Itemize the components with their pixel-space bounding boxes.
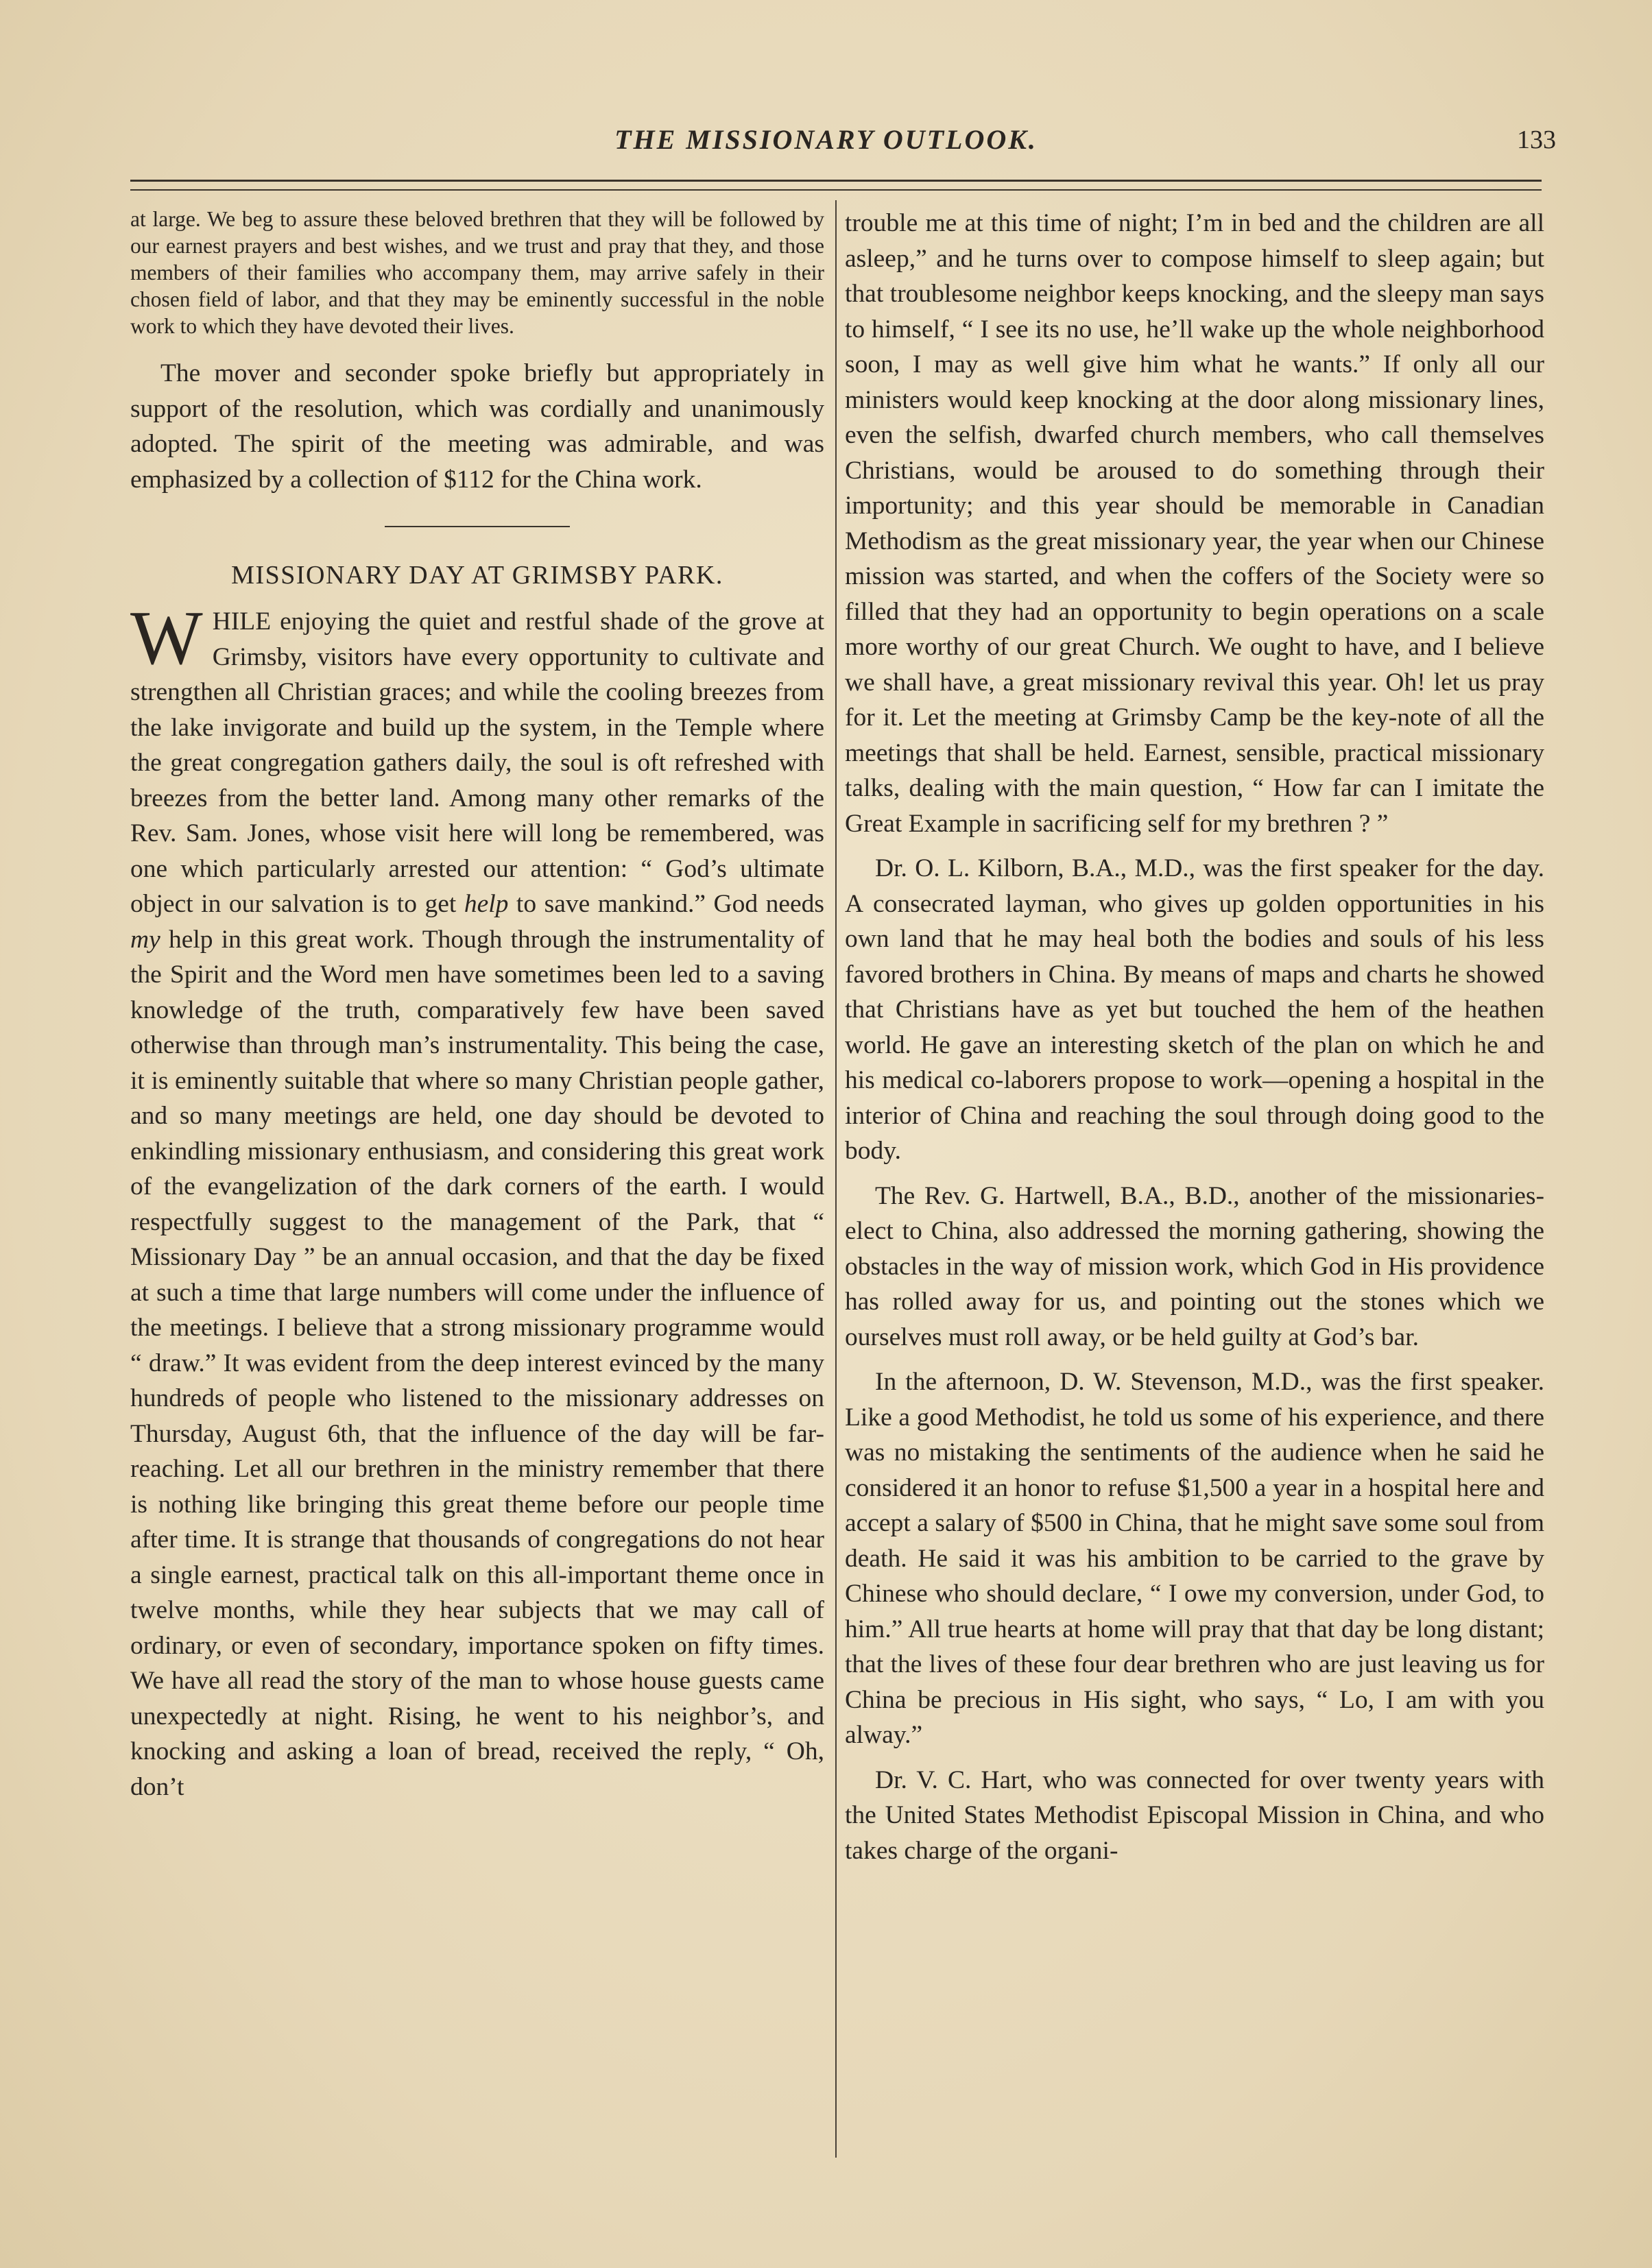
page-number: 133 — [1517, 125, 1556, 154]
emphasis-my: my — [130, 925, 160, 954]
left-column — [130, 206, 824, 1805]
paragraph-continuation: trouble me at this time of night; I’m in bed and the children are all asleep,” and he turns over to compose himself to sleep again; but that troublesome neighbor keeps knocking, and the sleepy man says to himself, “ I see its no use, he’ll wake up the whole neighborhood soon, I may as well give him what he wants.” If only all our ministers would keep knocking at the door along missionary lines, even the selfish, dwarfed church members, who call themselves Christians, would be aroused to do something through their importunity; and this year should be memorable in Canadian Methodism as the great missionary year, the year when our Chinese mission was started, and when the coffers of the Society were so filled that they had an opportunity to begin operations on a scale more worthy of our great Church. We ought to have, and I believe we shall have, a great missionary revival this year. Oh! let us pray for it. Let the meeting at Grimsby Camp be the key-note of all the meetings that shall be held. Earnest, sensible, practical missionary talks, dealing with the main question, “ How far can I imitate the Great Example in sacrificing self for my brethren ? ” — [845, 209, 1544, 838]
right-column — [845, 206, 1544, 1868]
article-text-part-b: to save mankind.” God needs — [508, 890, 825, 918]
emphasis-help: help — [464, 890, 509, 918]
article-text-part-c: help in this great work. Though through the instrumentality of the Spirit and the Word men have sometimes been led to a saving knowledge of the truth, comparatively few have been saved otherwise than through man’s instrumentality. This being the case, it is eminently suitable that where so many Christian people gather, and so many meetings are held, one day should be devoted to enkindling missionary enthusiasm, and considering this great work of the evangelization of the dark corners of the earth. I would respectfully suggest to the management of the Park, that “ Missionary Day ” be an annual occasion, and that the day be fixed at such a time that large numbers will come under the influence of the meetings. I believe that a strong missionary programme would “ draw.” It was evident from the deep interest evinced by the many hundreds of people who listened to the missionary addresses on Thursday, August 6th, that the influence of the day will be far-reaching. Let all our brethren in the ministry remember that there is nothing like bringing this great theme before our people time after time. It is strange that thousands of congregations do not hear a single earnest, practical talk on this all-important theme once in twelve months, while they hear subjects that we may call of ordinary, or even of secondary, importance spoken on fifty times. We have all read the story of the man to whose house guests came unexpectedly at night. Rising, he went to his neighbor’s, and knocking and asking a loan of bread, received the reply, “ Oh, don’t — [130, 925, 824, 1801]
drop-cap-initial: W — [130, 596, 203, 681]
section-divider — [385, 526, 570, 527]
column-divider — [835, 200, 837, 2158]
paragraph-stevenson: In the afternoon, D. W. Stevenson, M.D., was the first speaker. Like a good Methodist, he told us some of his experience, and there was no mistaking the sentiments of the audience when he said he considered it an honor to refuse $1,500 a year in a hospital here and accept a salary of $500 in China, that he might save some soul from death. He said it was his ambition to be carried to the grave by Chinese who should declare, “ I owe my conversion, under God, to him.” All true hearts at home will pray that that day be long distant; that the lives of these four dear brethren who are just leaving us for China be precious in His sight, who says, “ Lo, I am with you alway.” — [845, 1368, 1544, 1749]
section-heading: MISSIONARY DAY AT GRIMSBY PARK. — [231, 561, 723, 590]
resolution-text: at large. We beg to assure these beloved brethren that they will be followed by our earnest prayers and best wishes, and we trust and pray that they, and those members of their families who accompany them, may arrive safely in their chosen field of labor, and that they may be eminently successful in the noble work to which they have devoted their lives. — [130, 207, 824, 338]
paragraph-hart: Dr. V. C. Hart, who was connected for over twenty years with the United States Methodist Episcopal Mission in China, and who takes charge of the organi- — [845, 1765, 1544, 1865]
header-rule-thin — [130, 189, 1542, 191]
article-body-paragraph — [130, 596, 825, 1805]
running-header-title: THE MISSIONARY OUTLOOK. — [614, 124, 1038, 155]
header-rule-thick — [130, 180, 1542, 182]
paragraph-hartwell: The Rev. G. Hartwell, B.A., B.D., another of the missionaries-elect to China, also addressed the morning gathering, showing the obstacles in the way of mission work, which God in His providence has rolled away for us, and pointing out the stones which we ourselves must roll away, or be held guilty at God’s bar. — [845, 1181, 1544, 1351]
paragraph-mover-seconder: The mover and seconder spoke briefly but appropriately in support of the resolution, which was cordially and unanimously adopted. The spirit of the meeting was admirable, and was emphasized by a collection of $112 for the China work. — [130, 359, 824, 494]
paragraph-kilborn: Dr. O. L. Kilborn, B.A., M.D., was the first speaker for the day. A consecrated layman, who gives up golden opportunities in his own land that he may heal both the bodies and souls of his less favored brothers in China. By means of maps and charts he showed that Christians have as yet but touched the hem of the heathen world. He gave an interesting sketch of the plan on which he and his medical co-laborers propose to work—opening a hospital in the interior of China and reaching the soul through doing good to the body. — [845, 854, 1544, 1165]
article-text-part-a: HILE enjoying the quiet and restful shade of the grove at Grimsby, visitors have every opportunity to cultivate and strengthen all Christian graces; and while the cooling breezes from the lake invigorate and build up the system, in the Temple where the great congregation gathers daily, the soul is oft refreshed with breezes from the better land. Among many other remarks of the Rev. Sam. Jones, whose visit here will long be remembered, was one which particularly arrested our attention: “ God’s ultimate object in our salvation is to get — [130, 607, 824, 918]
